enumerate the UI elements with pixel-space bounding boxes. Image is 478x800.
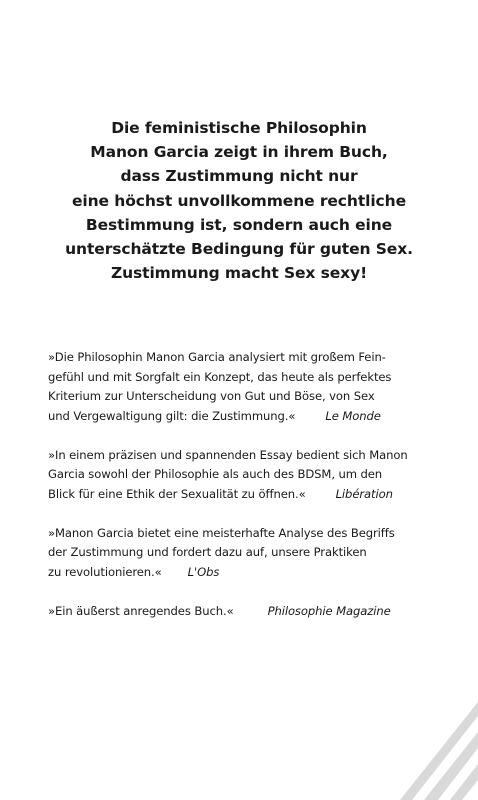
- blurb-line: eine höchst unvollkommene rechtliche: [71, 191, 406, 210]
- quote-line: [48, 602, 448, 622]
- quote-source: Libération: [335, 486, 393, 501]
- blurb-line: unterschätzte Bedingung für guten Sex.: [65, 240, 413, 259]
- quote-line: [48, 407, 448, 427]
- diagonal-stripes-watermark-icon: [400, 702, 478, 800]
- quote-line: »Manon Garcia bietet eine meisterhafte Analyse des Begriffs: [48, 525, 395, 540]
- quote-source: Philosophie Magazine: [267, 603, 391, 618]
- review-quote-philosophie-magazine: [48, 602, 448, 622]
- review-quotes: [48, 348, 448, 641]
- quote-line: »Die Philosophin Manon Garcia analysiert mit großem Fein-: [48, 350, 386, 364]
- review-quote-liberation: [48, 446, 448, 505]
- blurb-line: Zustimmung macht Sex sexy!: [110, 264, 368, 283]
- blurb-line: Bestimmung ist, sondern auch eine: [85, 215, 393, 234]
- quote-last-line: zu revolutionieren.«: [48, 564, 162, 579]
- quote-line: Garcia sowohl der Philosophie als auch des BDSM, um den: [48, 467, 383, 481]
- quote-line: gefühl und mit Sorgfalt ein Konzept, das heute als perfektes: [48, 369, 392, 384]
- quote-source: L'Obs: [187, 564, 220, 579]
- blurb-line: dass Zustimmung nicht nur: [120, 167, 358, 186]
- blurb-line: Manon Garcia zeigt in ihrem Buch,: [90, 143, 388, 162]
- quote-last-line: »Ein äußerst anregendes Buch.«: [48, 603, 234, 618]
- quote-line: der Zustimmung und fordert dazu auf, unsere Praktiken: [48, 545, 367, 559]
- blurb-text: [40, 116, 438, 285]
- review-quote-lobs: [48, 524, 448, 583]
- quote-line: Kriterium zur Unterscheidung von Gut und Böse, von Sex: [48, 389, 375, 403]
- quote-source: Le Monde: [325, 408, 381, 423]
- quote-line: [48, 563, 448, 583]
- quote-last-line: Blick für eine Ethik der Sexualität zu öffnen.«: [48, 486, 306, 501]
- quote-line: [48, 485, 448, 505]
- quote-last-line: und Vergewaltigung gilt: die Zustimmung.«: [48, 408, 296, 423]
- quote-line: »In einem präzisen und spannenden Essay bedient sich Manon: [48, 447, 408, 462]
- review-quote-le-monde: [48, 348, 448, 426]
- blurb-line: Die feministische Philosophin: [111, 119, 367, 137]
